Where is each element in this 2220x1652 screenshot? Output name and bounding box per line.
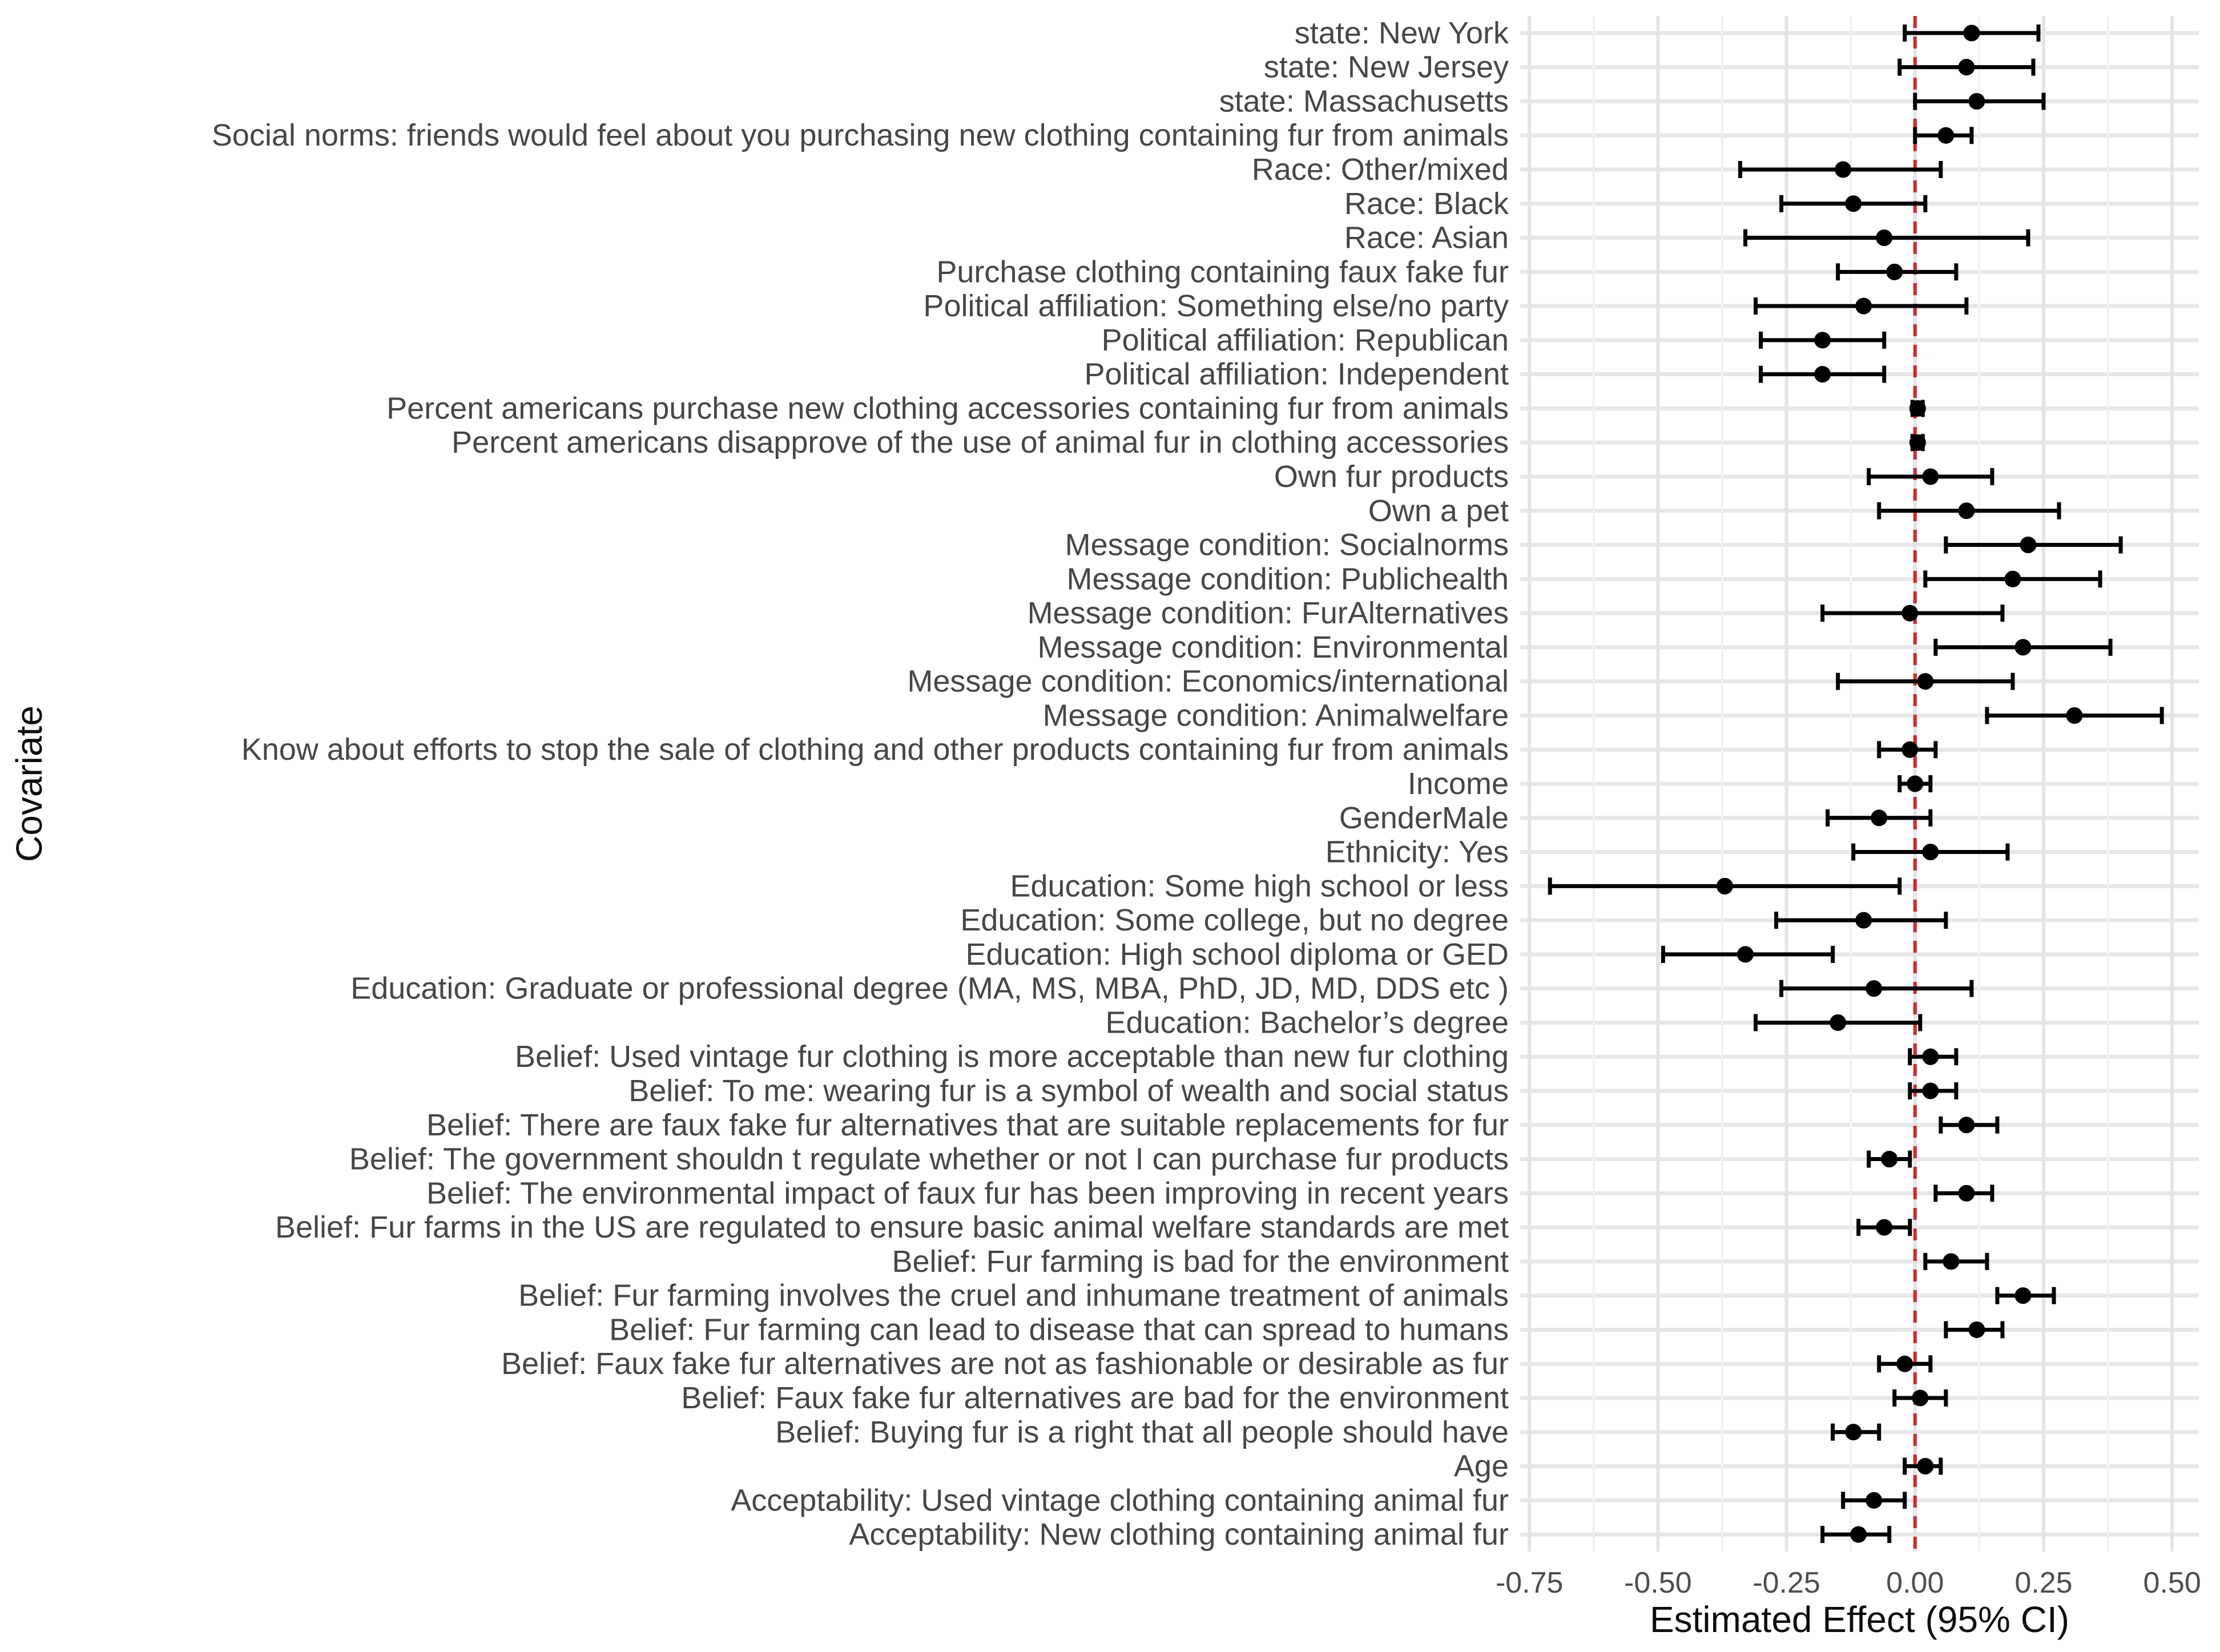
point-estimate [1830, 1014, 1846, 1031]
point-estimate [1922, 844, 1939, 860]
point-estimate [1814, 366, 1831, 382]
row-label: Message condition: Economics/international [907, 664, 1509, 699]
row-label: Belief: Buying fur is a right that all people should have [775, 1415, 1509, 1449]
row-label: state: New Jersey [1263, 50, 1509, 84]
point-estimate [1922, 1049, 1939, 1065]
point-estimate [1958, 1117, 1975, 1133]
row-label: Know about efforts to stop the sale of clothing and other products containing fur from animals [241, 732, 1509, 767]
point-estimate [1896, 1356, 1913, 1372]
point-estimate [1886, 264, 1903, 280]
x-tick-label: -0.50 [1624, 1566, 1692, 1599]
row-label: Belief: Fur farming involves the cruel and inhumane treatment of animals [518, 1278, 1509, 1313]
point-estimate [1909, 400, 1926, 417]
row-label: Political affiliation: Republican [1101, 323, 1509, 357]
point-estimate [1901, 742, 1918, 758]
row-label: Own a pet [1368, 493, 1509, 528]
x-tick-label: 0.25 [2014, 1566, 2073, 1599]
row-label: Belief: Fur farming can lead to disease that can spread to humans [609, 1312, 1509, 1347]
point-estimate [1850, 1526, 1867, 1543]
x-tick-label: 0.00 [1886, 1566, 1944, 1599]
row-label: Education: Bachelor’s degree [1105, 1005, 1509, 1040]
row-label: Purchase clothing containing faux fake fur [936, 255, 1509, 289]
x-tick-label: -0.75 [1495, 1566, 1564, 1599]
point-estimate [1958, 59, 1975, 75]
point-estimate [1845, 1424, 1862, 1440]
point-estimate [1866, 980, 1882, 997]
point-estimate [1814, 332, 1831, 348]
row-label: Education: Graduate or professional degree (MA, MS, MBA, PhD, JD, MD, DDS etc ) [350, 971, 1509, 1006]
row-label: Percent americans purchase new clothing accessories containing fur from animals [386, 391, 1509, 426]
point-estimate [1968, 1321, 1985, 1338]
row-label: Message condition: FurAlternatives [1027, 596, 1509, 631]
point-estimate [1855, 298, 1872, 315]
point-estimate [1937, 127, 1954, 144]
point-estimate [1737, 946, 1754, 962]
x-tick-label: -0.25 [1752, 1566, 1820, 1599]
row-label: Belief: Faux fake fur alternatives are not as fashionable or desirable as fur [501, 1347, 1509, 1381]
point-estimate [1871, 809, 1887, 826]
point-estimate [2014, 639, 2031, 655]
point-estimate [1901, 605, 1918, 622]
point-estimate [1866, 1492, 1882, 1509]
row-label: Education: High school diploma or GED [965, 937, 1509, 972]
point-estimate [2014, 1287, 2031, 1304]
point-estimate [2020, 537, 2036, 553]
point-estimate [2004, 571, 2021, 587]
point-estimate [1881, 1151, 1897, 1167]
row-label: Political affiliation: Independent [1084, 357, 1509, 392]
row-label: GenderMale [1339, 800, 1509, 835]
point-estimate [1917, 673, 1933, 690]
row-label: Message condition: Socialnorms [1065, 527, 1509, 562]
row-label: Income [1407, 767, 1509, 801]
point-estimate [1917, 1458, 1933, 1474]
row-label: Own fur products [1274, 460, 1509, 494]
row-label: Belief: Faux fake fur alternatives are bad for the environment [681, 1381, 1509, 1415]
point-estimate [1845, 195, 1862, 212]
row-label: Belief: The government shouldn t regulate whether or not I can purchase fur products [349, 1142, 1509, 1176]
row-label: Social norms: friends would feel about you purchasing new clothing containing fur from animals [211, 118, 1509, 153]
row-label: Race: Asian [1344, 220, 1509, 255]
row-label: Race: Other/mixed [1251, 152, 1509, 187]
row-label: state: New York [1294, 15, 1509, 50]
row-label: Acceptability: New clothing containing animal fur [849, 1517, 1509, 1552]
point-estimate [1958, 502, 1975, 519]
y-axis-title: Covariate [9, 706, 50, 862]
x-axis-title: Estimated Effect (95% CI) [1649, 1599, 2070, 1640]
point-estimate [1907, 776, 1923, 792]
row-label: Belief: Fur farming is bad for the environment [892, 1244, 1509, 1279]
point-estimate [1835, 162, 1851, 178]
row-label: Education: Some college, but no degree [960, 903, 1509, 938]
x-tick-label: 0.50 [2143, 1566, 2201, 1599]
row-label: Acceptability: Used vintage clothing containing animal fur [731, 1483, 1509, 1518]
row-label: Message condition: Publichealth [1066, 562, 1509, 597]
row-label: Ethnicity: Yes [1325, 835, 1509, 869]
row-label: Political affiliation: Something else/no party [923, 289, 1509, 324]
point-estimate [1963, 25, 1980, 41]
row-label: Message condition: Animalwelfare [1042, 698, 1509, 733]
row-label: Education: Some high school or less [1010, 869, 1509, 904]
point-estimate [1876, 229, 1892, 246]
point-estimate [1912, 1390, 1928, 1407]
point-estimate [1968, 93, 1985, 110]
row-label: Belief: There are faux fake fur alternatives that are suitable replacements for fur [426, 1107, 1509, 1142]
row-label: Belief: Used vintage fur clothing is more acceptable than new fur clothing [515, 1039, 1509, 1074]
point-estimate [1909, 434, 1926, 451]
point-estimate [1922, 469, 1939, 485]
row-label: Belief: To me: wearing fur is a symbol of wealth and social status [628, 1074, 1509, 1108]
row-label: Age [1453, 1449, 1509, 1484]
row-label: Race: Black [1344, 186, 1509, 221]
point-estimate [1922, 1083, 1939, 1099]
row-label: Belief: Fur farms in the US are regulated to ensure basic animal welfare standards are met [275, 1210, 1509, 1245]
point-estimate [1717, 878, 1733, 895]
row-label: Belief: The environmental impact of faux fur has been improving in recent years [426, 1176, 1509, 1211]
row-label: Percent americans disapprove of the use of animal fur in clothing accessories [452, 425, 1509, 460]
row-label: state: Massachusetts [1219, 84, 1509, 119]
point-estimate [1943, 1253, 1959, 1270]
point-estimate [1876, 1219, 1892, 1236]
point-estimate [1855, 912, 1872, 929]
point-estimate [2066, 707, 2083, 724]
point-estimate [1958, 1185, 1975, 1202]
row-label: Message condition: Environmental [1037, 630, 1509, 664]
